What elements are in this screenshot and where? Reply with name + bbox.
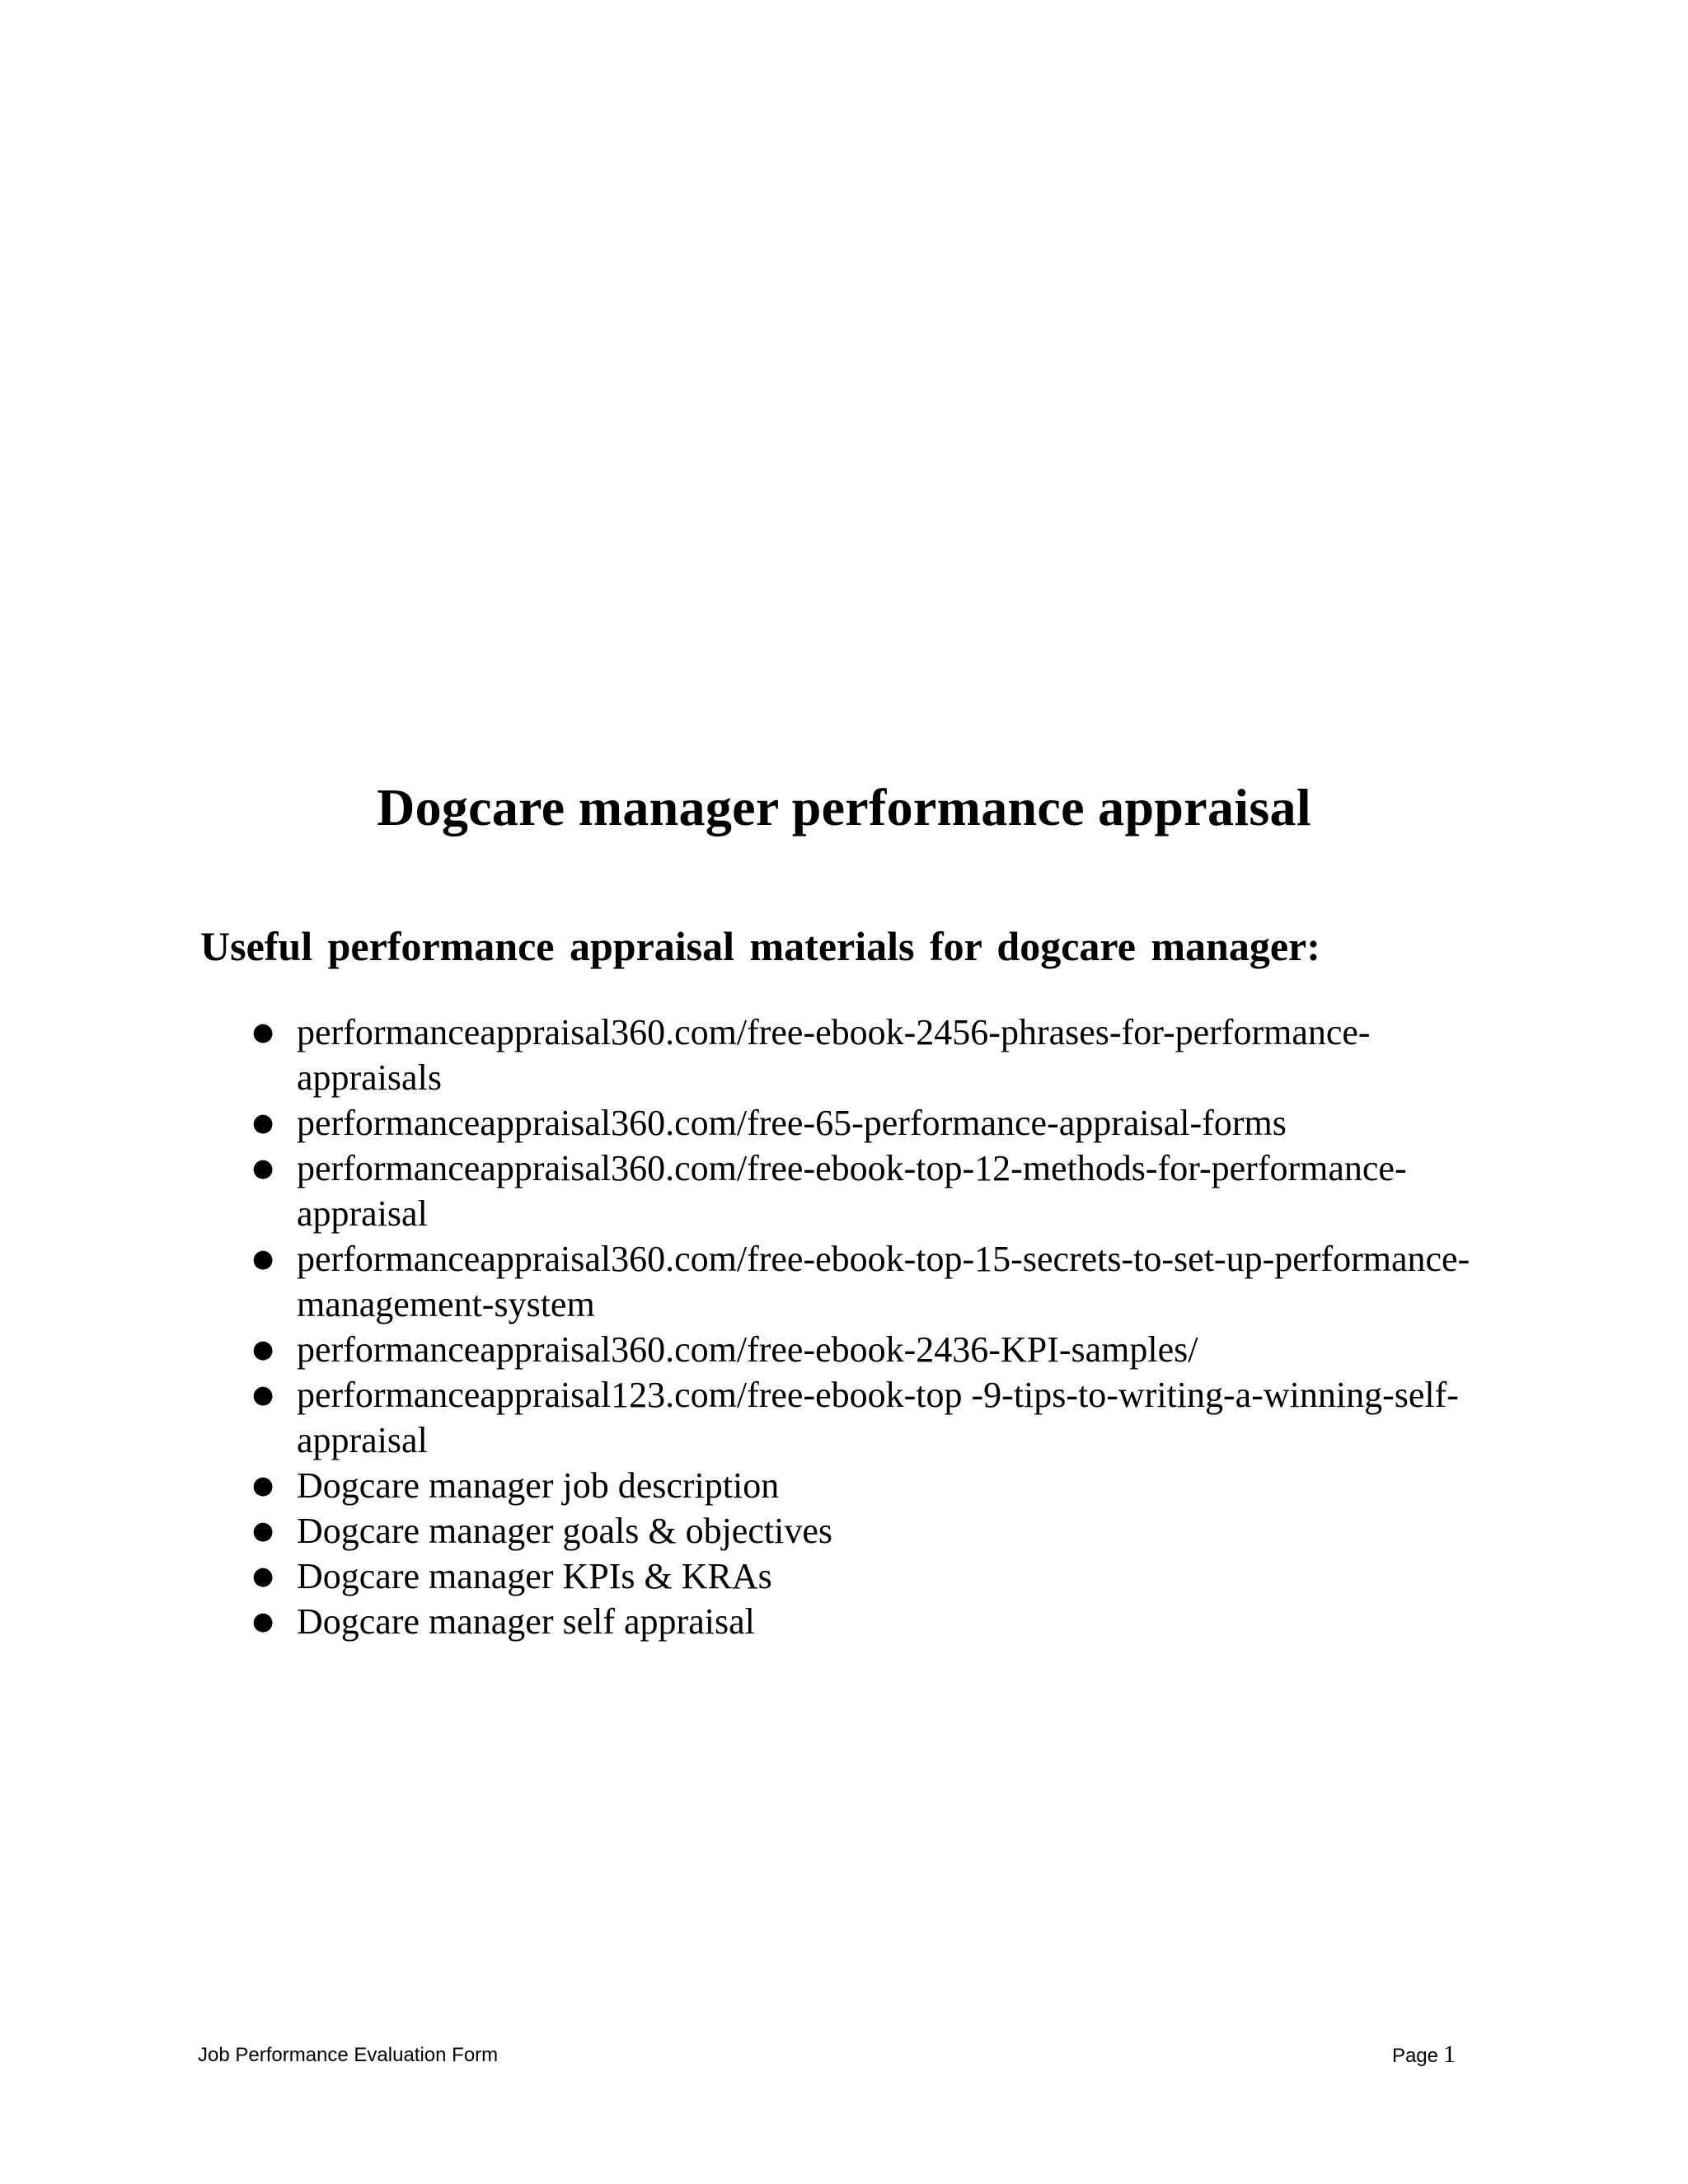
list-item-text[interactable]: performanceappraisal360.com/free-ebook-top-12-methods-for-performance-appraisal <box>297 1148 1407 1234</box>
list-item[interactable] <box>200 1236 1503 1327</box>
list-item[interactable] <box>200 1554 1503 1599</box>
list-item[interactable] <box>200 1372 1503 1463</box>
list-item-text[interactable]: performanceappraisal360.com/free-ebook-2436-KPI-samples/ <box>297 1329 1198 1370</box>
list-item[interactable] <box>200 1100 1503 1146</box>
list-item[interactable] <box>200 1327 1503 1372</box>
footer-page-number: 1 <box>1443 2041 1456 2068</box>
footer-page-indicator <box>1392 2041 1456 2073</box>
section-heading: Useful performance appraisal materials for dogcare manager: <box>200 923 1320 969</box>
bullet-dot-icon: ● <box>252 1108 274 1137</box>
list-item[interactable] <box>200 1010 1503 1100</box>
bullet-dot-icon: ● <box>252 1607 274 1636</box>
bullet-dot-icon: ● <box>252 1154 274 1183</box>
bullet-dot-icon: ● <box>252 1471 274 1500</box>
list-item-text[interactable]: performanceappraisal360.com/free-65-performance-appraisal-forms <box>297 1103 1287 1143</box>
bullet-dot-icon: ● <box>252 1335 274 1364</box>
list-item[interactable] <box>200 1599 1503 1644</box>
list-item-text[interactable]: Dogcare manager job description <box>297 1465 780 1506</box>
bullet-dot-icon: ● <box>252 1018 274 1047</box>
list-item-text[interactable]: performanceappraisal360.com/free-ebook-2456-phrases-for-performance-appraisals <box>297 1012 1371 1098</box>
list-item-text[interactable]: performanceappraisal360.com/free-ebook-top-15-secrets-to-set-up-performance-management-system <box>297 1239 1470 1324</box>
materials-list <box>200 1010 1503 1644</box>
list-item-text[interactable]: Dogcare manager goals & objectives <box>297 1511 832 1551</box>
bullet-dot-icon: ● <box>252 1562 274 1591</box>
list-item[interactable] <box>200 1146 1503 1236</box>
footer-form-name: Job Performance Evaluation Form <box>198 2044 499 2066</box>
bullet-dot-icon: ● <box>252 1244 274 1273</box>
footer-page-label: Page <box>1391 2045 1438 2067</box>
list-item-text[interactable]: Dogcare manager self appraisal <box>297 1601 755 1642</box>
list-item-text[interactable]: performanceappraisal123.com/free-ebook-top -9-tips-to-writing-a-winning-self-appraisal <box>297 1375 1459 1460</box>
document-title: Dogcare manager performance appraisal <box>377 778 1311 837</box>
list-item[interactable] <box>200 1508 1503 1554</box>
list-item-text[interactable]: Dogcare manager KPIs & KRAs <box>297 1556 772 1596</box>
bullet-dot-icon: ● <box>252 1380 274 1409</box>
bullet-dot-icon: ● <box>252 1516 274 1545</box>
list-item[interactable] <box>200 1463 1503 1508</box>
